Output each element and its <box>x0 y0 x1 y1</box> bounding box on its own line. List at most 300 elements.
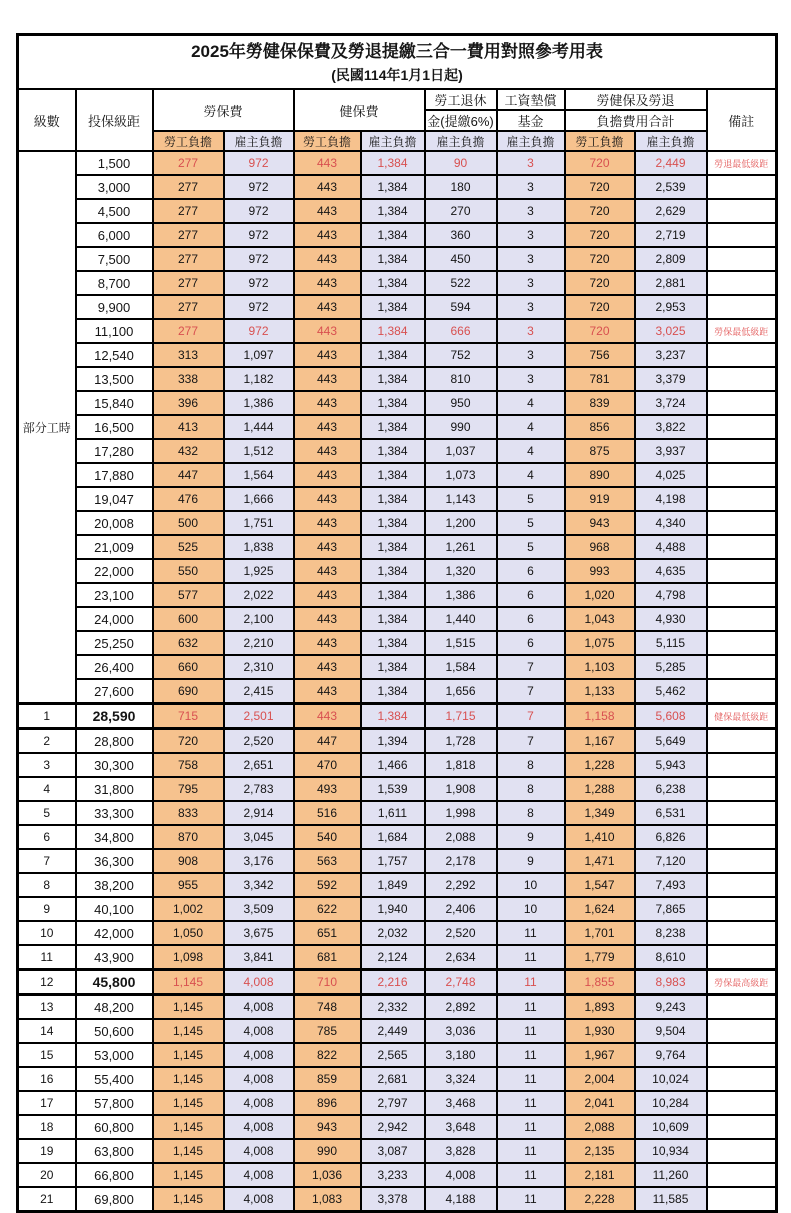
table-row <box>18 679 777 704</box>
cell-wage-fund-employer: 3 <box>497 247 565 271</box>
cell-health-ins-employer: 1,611 <box>361 801 425 825</box>
cell-total-employer: 9,504 <box>635 1019 707 1043</box>
table-row <box>18 535 777 559</box>
cell-wage-fund-employer: 6 <box>497 583 565 607</box>
cell-total-employee: 1,547 <box>565 873 635 897</box>
cell-health-ins-employee: 1,083 <box>294 1187 361 1212</box>
cell-total-employee: 1,020 <box>565 583 635 607</box>
cell-total-employee: 720 <box>565 319 635 343</box>
cell-health-ins-employer: 1,384 <box>361 439 425 463</box>
cell-total-employer: 2,539 <box>635 175 707 199</box>
cell-total-employee: 890 <box>565 463 635 487</box>
cell-total-employee: 1,103 <box>565 655 635 679</box>
cell-labor-ins-employer: 4,008 <box>224 1163 294 1187</box>
cell-health-ins-employee: 443 <box>294 199 361 223</box>
cell-remark <box>707 583 777 607</box>
cell-level: 19 <box>18 1139 76 1163</box>
cell-health-ins-employee: 859 <box>294 1067 361 1091</box>
cell-level: 2 <box>18 729 76 754</box>
cell-labor-ins-employee: 908 <box>153 849 224 873</box>
cell-insured-bracket: 3,000 <box>76 175 153 199</box>
cell-wage-fund-employer: 4 <box>497 391 565 415</box>
cell-health-ins-employer: 1,384 <box>361 319 425 343</box>
cell-pension-employer: 1,386 <box>425 583 497 607</box>
cell-insured-bracket: 42,000 <box>76 921 153 945</box>
cell-labor-ins-employer: 3,045 <box>224 825 294 849</box>
cell-insured-bracket: 12,540 <box>76 343 153 367</box>
cell-wage-fund-employer: 11 <box>497 921 565 945</box>
table-row <box>18 367 777 391</box>
cell-pension-employer: 2,178 <box>425 849 497 873</box>
cell-remark <box>707 511 777 535</box>
cell-wage-fund-employer: 3 <box>497 295 565 319</box>
cell-labor-ins-employer: 1,386 <box>224 391 294 415</box>
cell-labor-ins-employer: 3,176 <box>224 849 294 873</box>
cell-remark <box>707 559 777 583</box>
cell-labor-ins-employer: 972 <box>224 151 294 175</box>
cell-health-ins-employee: 896 <box>294 1091 361 1115</box>
cell-total-employer: 2,629 <box>635 199 707 223</box>
cell-insured-bracket: 30,300 <box>76 753 153 777</box>
part-time-merged-cell: 部分工時 <box>18 151 76 704</box>
cell-insured-bracket: 4,500 <box>76 199 153 223</box>
cell-health-ins-employee: 443 <box>294 511 361 535</box>
cell-wage-fund-employer: 3 <box>497 223 565 247</box>
cell-insured-bracket: 40,100 <box>76 897 153 921</box>
cell-labor-ins-employer: 3,509 <box>224 897 294 921</box>
cell-wage-fund-employer: 8 <box>497 753 565 777</box>
cell-total-employee: 1,288 <box>565 777 635 801</box>
cell-total-employer: 5,943 <box>635 753 707 777</box>
cell-total-employee: 1,471 <box>565 849 635 873</box>
cell-pension-employer: 1,656 <box>425 679 497 704</box>
cell-pension-employer: 2,634 <box>425 945 497 970</box>
cell-health-ins-employee: 822 <box>294 1043 361 1067</box>
cell-total-employer: 3,379 <box>635 367 707 391</box>
cell-labor-ins-employee: 600 <box>153 607 224 631</box>
cell-health-ins-employee: 443 <box>294 679 361 704</box>
cell-health-ins-employer: 1,384 <box>361 487 425 511</box>
cell-pension-employer: 666 <box>425 319 497 343</box>
cell-labor-ins-employee: 1,145 <box>153 1019 224 1043</box>
cell-total-employer: 5,115 <box>635 631 707 655</box>
cell-level: 1 <box>18 704 76 729</box>
cell-health-ins-employer: 1,384 <box>361 655 425 679</box>
cell-labor-ins-employee: 1,145 <box>153 1187 224 1212</box>
table-row <box>18 1091 777 1115</box>
cell-wage-fund-employer: 7 <box>497 655 565 679</box>
cell-pension-employer: 1,320 <box>425 559 497 583</box>
table-row <box>18 295 777 319</box>
cell-pension-employer: 3,648 <box>425 1115 497 1139</box>
cell-health-ins-employee: 622 <box>294 897 361 921</box>
cell-total-employee: 1,410 <box>565 825 635 849</box>
cell-health-ins-employer: 3,087 <box>361 1139 425 1163</box>
cell-wage-fund-employer: 11 <box>497 970 565 995</box>
cell-insured-bracket: 27,600 <box>76 679 153 704</box>
cell-total-employer: 5,608 <box>635 704 707 729</box>
cell-pension-employer: 810 <box>425 367 497 391</box>
cell-health-ins-employer: 1,384 <box>361 535 425 559</box>
table-row <box>18 655 777 679</box>
cell-labor-ins-employer: 972 <box>224 199 294 223</box>
cell-health-ins-employee: 443 <box>294 295 361 319</box>
cell-wage-fund-employer: 11 <box>497 1067 565 1091</box>
cell-labor-ins-employee: 1,002 <box>153 897 224 921</box>
cell-health-ins-employer: 1,384 <box>361 367 425 391</box>
cell-wage-fund-employer: 3 <box>497 199 565 223</box>
cell-labor-ins-employee: 277 <box>153 319 224 343</box>
cell-remark <box>707 1043 777 1067</box>
cell-level: 14 <box>18 1019 76 1043</box>
table-row <box>18 1163 777 1187</box>
cell-insured-bracket: 26,400 <box>76 655 153 679</box>
cell-pension-employer: 3,468 <box>425 1091 497 1115</box>
cell-level: 12 <box>18 970 76 995</box>
table-row <box>18 415 777 439</box>
subheader-total-employer: 雇主負擔 <box>635 131 707 151</box>
cell-total-employer: 4,488 <box>635 535 707 559</box>
cell-health-ins-employee: 443 <box>294 559 361 583</box>
cell-labor-ins-employer: 2,783 <box>224 777 294 801</box>
cell-health-ins-employer: 1,940 <box>361 897 425 921</box>
cell-wage-fund-employer: 11 <box>497 1019 565 1043</box>
cell-health-ins-employee: 563 <box>294 849 361 873</box>
cell-remark: 勞保最低級距 <box>707 319 777 343</box>
cell-total-employer: 8,983 <box>635 970 707 995</box>
cell-health-ins-employee: 443 <box>294 319 361 343</box>
cell-level: 18 <box>18 1115 76 1139</box>
cell-total-employer: 3,937 <box>635 439 707 463</box>
cell-insured-bracket: 38,200 <box>76 873 153 897</box>
cell-labor-ins-employer: 4,008 <box>224 1043 294 1067</box>
cell-health-ins-employer: 2,124 <box>361 945 425 970</box>
cell-total-employee: 993 <box>565 559 635 583</box>
cell-remark <box>707 631 777 655</box>
cell-insured-bracket: 16,500 <box>76 415 153 439</box>
cell-pension-employer: 1,515 <box>425 631 497 655</box>
cell-insured-bracket: 9,900 <box>76 295 153 319</box>
cell-wage-fund-employer: 5 <box>497 487 565 511</box>
cell-labor-ins-employee: 715 <box>153 704 224 729</box>
cell-wage-fund-employer: 6 <box>497 607 565 631</box>
cell-health-ins-employee: 447 <box>294 729 361 754</box>
table-row <box>18 1115 777 1139</box>
cell-remark <box>707 463 777 487</box>
cell-health-ins-employee: 443 <box>294 655 361 679</box>
table-row <box>18 271 777 295</box>
cell-health-ins-employer: 1,384 <box>361 223 425 247</box>
cell-remark <box>707 175 777 199</box>
table-row <box>18 511 777 535</box>
cell-pension-employer: 1,728 <box>425 729 497 754</box>
cell-remark <box>707 1139 777 1163</box>
cell-wage-fund-employer: 5 <box>497 511 565 535</box>
cell-labor-ins-employer: 4,008 <box>224 1139 294 1163</box>
cell-labor-ins-employer: 2,501 <box>224 704 294 729</box>
cell-health-ins-employee: 443 <box>294 607 361 631</box>
cell-labor-ins-employer: 3,841 <box>224 945 294 970</box>
cell-wage-fund-employer: 11 <box>497 945 565 970</box>
cell-remark <box>707 1163 777 1187</box>
cell-health-ins-employer: 3,233 <box>361 1163 425 1187</box>
cell-total-employee: 1,167 <box>565 729 635 754</box>
cell-total-employer: 10,284 <box>635 1091 707 1115</box>
cell-insured-bracket: 25,250 <box>76 631 153 655</box>
col-header-wage-fund-line1: 工資墊償 <box>497 89 565 110</box>
cell-remark <box>707 995 777 1020</box>
cell-insured-bracket: 13,500 <box>76 367 153 391</box>
header-row-1 <box>18 89 777 110</box>
cell-labor-ins-employee: 476 <box>153 487 224 511</box>
cell-level: 8 <box>18 873 76 897</box>
cell-labor-ins-employee: 1,098 <box>153 945 224 970</box>
title-row <box>18 35 777 90</box>
cell-pension-employer: 1,200 <box>425 511 497 535</box>
cell-labor-ins-employee: 690 <box>153 679 224 704</box>
cell-labor-ins-employee: 277 <box>153 295 224 319</box>
cell-health-ins-employer: 2,797 <box>361 1091 425 1115</box>
cell-total-employer: 9,764 <box>635 1043 707 1067</box>
cell-wage-fund-employer: 11 <box>497 1115 565 1139</box>
cell-remark <box>707 199 777 223</box>
cell-health-ins-employee: 651 <box>294 921 361 945</box>
cell-wage-fund-employer: 3 <box>497 367 565 391</box>
cell-health-ins-employer: 2,681 <box>361 1067 425 1091</box>
cell-total-employee: 968 <box>565 535 635 559</box>
cell-health-ins-employer: 1,539 <box>361 777 425 801</box>
page-subtitle: (民國114年1月1日起) <box>331 67 463 83</box>
cell-pension-employer: 1,261 <box>425 535 497 559</box>
cell-wage-fund-employer: 11 <box>497 995 565 1020</box>
cell-health-ins-employee: 785 <box>294 1019 361 1043</box>
table-row <box>18 1067 777 1091</box>
cell-labor-ins-employee: 1,145 <box>153 995 224 1020</box>
cell-pension-employer: 594 <box>425 295 497 319</box>
cell-health-ins-employee: 443 <box>294 223 361 247</box>
cell-level: 7 <box>18 849 76 873</box>
cell-total-employer: 8,610 <box>635 945 707 970</box>
cell-labor-ins-employee: 1,145 <box>153 970 224 995</box>
cell-insured-bracket: 60,800 <box>76 1115 153 1139</box>
cell-health-ins-employer: 3,378 <box>361 1187 425 1212</box>
cell-remark: 勞退最低級距 <box>707 151 777 175</box>
cell-health-ins-employer: 1,384 <box>361 151 425 175</box>
cell-labor-ins-employee: 277 <box>153 175 224 199</box>
cell-total-employee: 1,228 <box>565 753 635 777</box>
cell-total-employer: 10,934 <box>635 1139 707 1163</box>
cell-health-ins-employee: 1,036 <box>294 1163 361 1187</box>
col-header-level: 級數 <box>18 89 76 151</box>
cell-total-employer: 6,238 <box>635 777 707 801</box>
cell-labor-ins-employer: 972 <box>224 295 294 319</box>
cell-labor-ins-employee: 1,145 <box>153 1043 224 1067</box>
cell-total-employer: 4,340 <box>635 511 707 535</box>
cell-health-ins-employee: 443 <box>294 439 361 463</box>
cell-health-ins-employee: 943 <box>294 1115 361 1139</box>
cell-health-ins-employee: 443 <box>294 583 361 607</box>
cell-total-employee: 1,967 <box>565 1043 635 1067</box>
cell-health-ins-employer: 1,384 <box>361 511 425 535</box>
cell-total-employee: 919 <box>565 487 635 511</box>
table-row <box>18 559 777 583</box>
cell-labor-ins-employer: 1,751 <box>224 511 294 535</box>
cell-insured-bracket: 19,047 <box>76 487 153 511</box>
cell-remark <box>707 921 777 945</box>
cell-total-employee: 756 <box>565 343 635 367</box>
cell-labor-ins-employee: 577 <box>153 583 224 607</box>
cell-health-ins-employee: 493 <box>294 777 361 801</box>
cell-pension-employer: 950 <box>425 391 497 415</box>
cell-labor-ins-employee: 795 <box>153 777 224 801</box>
cell-insured-bracket: 7,500 <box>76 247 153 271</box>
cell-health-ins-employer: 1,384 <box>361 391 425 415</box>
cell-labor-ins-employer: 2,100 <box>224 607 294 631</box>
cell-total-employee: 1,624 <box>565 897 635 921</box>
table-row <box>18 607 777 631</box>
page-title: 2025年勞健保保費及勞退提繳三合一費用對照參考用表 <box>191 42 603 61</box>
cell-wage-fund-employer: 8 <box>497 777 565 801</box>
cell-level: 15 <box>18 1043 76 1067</box>
cell-pension-employer: 2,892 <box>425 995 497 1020</box>
cell-level: 4 <box>18 777 76 801</box>
table-row <box>18 223 777 247</box>
cell-total-employer: 11,260 <box>635 1163 707 1187</box>
cell-wage-fund-employer: 5 <box>497 535 565 559</box>
cell-wage-fund-employer: 8 <box>497 801 565 825</box>
cell-insured-bracket: 20,008 <box>76 511 153 535</box>
cell-remark <box>707 679 777 704</box>
cell-labor-ins-employee: 870 <box>153 825 224 849</box>
cell-health-ins-employer: 1,384 <box>361 704 425 729</box>
cell-health-ins-employee: 443 <box>294 415 361 439</box>
cell-remark <box>707 439 777 463</box>
table-row <box>18 897 777 921</box>
cell-labor-ins-employer: 1,564 <box>224 463 294 487</box>
cell-remark <box>707 753 777 777</box>
cell-wage-fund-employer: 9 <box>497 849 565 873</box>
subheader-health-employee: 勞工負擔 <box>294 131 361 151</box>
cell-labor-ins-employer: 972 <box>224 271 294 295</box>
cell-remark <box>707 1091 777 1115</box>
cell-labor-ins-employer: 4,008 <box>224 1187 294 1212</box>
cell-pension-employer: 2,088 <box>425 825 497 849</box>
cell-wage-fund-employer: 3 <box>497 271 565 295</box>
cell-insured-bracket: 43,900 <box>76 945 153 970</box>
cell-pension-employer: 1,715 <box>425 704 497 729</box>
cell-health-ins-employer: 1,384 <box>361 343 425 367</box>
cell-remark <box>707 535 777 559</box>
cell-total-employer: 3,724 <box>635 391 707 415</box>
col-header-health-insurance: 健保費 <box>294 89 425 131</box>
cell-labor-ins-employee: 277 <box>153 199 224 223</box>
table-row <box>18 970 777 995</box>
cell-labor-ins-employer: 1,512 <box>224 439 294 463</box>
cell-labor-ins-employer: 972 <box>224 319 294 343</box>
cell-insured-bracket: 36,300 <box>76 849 153 873</box>
cell-health-ins-employee: 681 <box>294 945 361 970</box>
cell-wage-fund-employer: 9 <box>497 825 565 849</box>
cell-total-employee: 720 <box>565 271 635 295</box>
cell-remark: 勞保最高級距 <box>707 970 777 995</box>
table-row <box>18 319 777 343</box>
cell-total-employer: 3,025 <box>635 319 707 343</box>
cell-wage-fund-employer: 3 <box>497 343 565 367</box>
cell-remark <box>707 343 777 367</box>
cell-pension-employer: 2,292 <box>425 873 497 897</box>
cell-health-ins-employer: 1,849 <box>361 873 425 897</box>
cell-total-employer: 7,120 <box>635 849 707 873</box>
col-header-total-line1: 勞健保及勞退 <box>565 89 707 110</box>
cell-pension-employer: 4,008 <box>425 1163 497 1187</box>
cell-insured-bracket: 66,800 <box>76 1163 153 1187</box>
subheader-labor-employee: 勞工負擔 <box>153 131 224 151</box>
cell-insured-bracket: 48,200 <box>76 995 153 1020</box>
cell-remark <box>707 607 777 631</box>
cell-total-employer: 2,719 <box>635 223 707 247</box>
cell-labor-ins-employer: 2,310 <box>224 655 294 679</box>
cell-remark <box>707 777 777 801</box>
cell-pension-employer: 752 <box>425 343 497 367</box>
cell-health-ins-employer: 1,384 <box>361 175 425 199</box>
cell-total-employee: 2,041 <box>565 1091 635 1115</box>
cell-health-ins-employer: 2,216 <box>361 970 425 995</box>
cell-labor-ins-employee: 550 <box>153 559 224 583</box>
cell-remark <box>707 729 777 754</box>
cell-pension-employer: 522 <box>425 271 497 295</box>
cell-total-employer: 4,025 <box>635 463 707 487</box>
cell-pension-employer: 3,324 <box>425 1067 497 1091</box>
table-row <box>18 487 777 511</box>
cell-health-ins-employee: 443 <box>294 535 361 559</box>
cell-pension-employer: 90 <box>425 151 497 175</box>
cell-level: 6 <box>18 825 76 849</box>
cell-total-employee: 943 <box>565 511 635 535</box>
cell-health-ins-employer: 2,032 <box>361 921 425 945</box>
cell-level: 11 <box>18 945 76 970</box>
cell-remark <box>707 1019 777 1043</box>
cell-remark <box>707 1067 777 1091</box>
cell-remark <box>707 849 777 873</box>
cell-health-ins-employer: 1,384 <box>361 607 425 631</box>
cell-total-employee: 2,181 <box>565 1163 635 1187</box>
cell-health-ins-employee: 990 <box>294 1139 361 1163</box>
cell-labor-ins-employer: 4,008 <box>224 1115 294 1139</box>
table-row <box>18 199 777 223</box>
cell-remark <box>707 801 777 825</box>
cell-total-employer: 11,585 <box>635 1187 707 1212</box>
cell-total-employer: 7,865 <box>635 897 707 921</box>
cell-labor-ins-employee: 338 <box>153 367 224 391</box>
cell-health-ins-employee: 443 <box>294 271 361 295</box>
cell-total-employee: 2,135 <box>565 1139 635 1163</box>
cell-pension-employer: 2,520 <box>425 921 497 945</box>
cell-insured-bracket: 45,800 <box>76 970 153 995</box>
table-row <box>18 945 777 970</box>
cell-insured-bracket: 53,000 <box>76 1043 153 1067</box>
cell-health-ins-employee: 443 <box>294 367 361 391</box>
cell-labor-ins-employee: 500 <box>153 511 224 535</box>
cell-pension-employer: 990 <box>425 415 497 439</box>
table-row <box>18 583 777 607</box>
cell-health-ins-employer: 2,449 <box>361 1019 425 1043</box>
subheader-wage-fund-employer: 雇主負擔 <box>497 131 565 151</box>
cell-insured-bracket: 11,100 <box>76 319 153 343</box>
cell-total-employer: 3,237 <box>635 343 707 367</box>
cell-pension-employer: 4,188 <box>425 1187 497 1212</box>
cell-remark <box>707 295 777 319</box>
cell-pension-employer: 1,037 <box>425 439 497 463</box>
